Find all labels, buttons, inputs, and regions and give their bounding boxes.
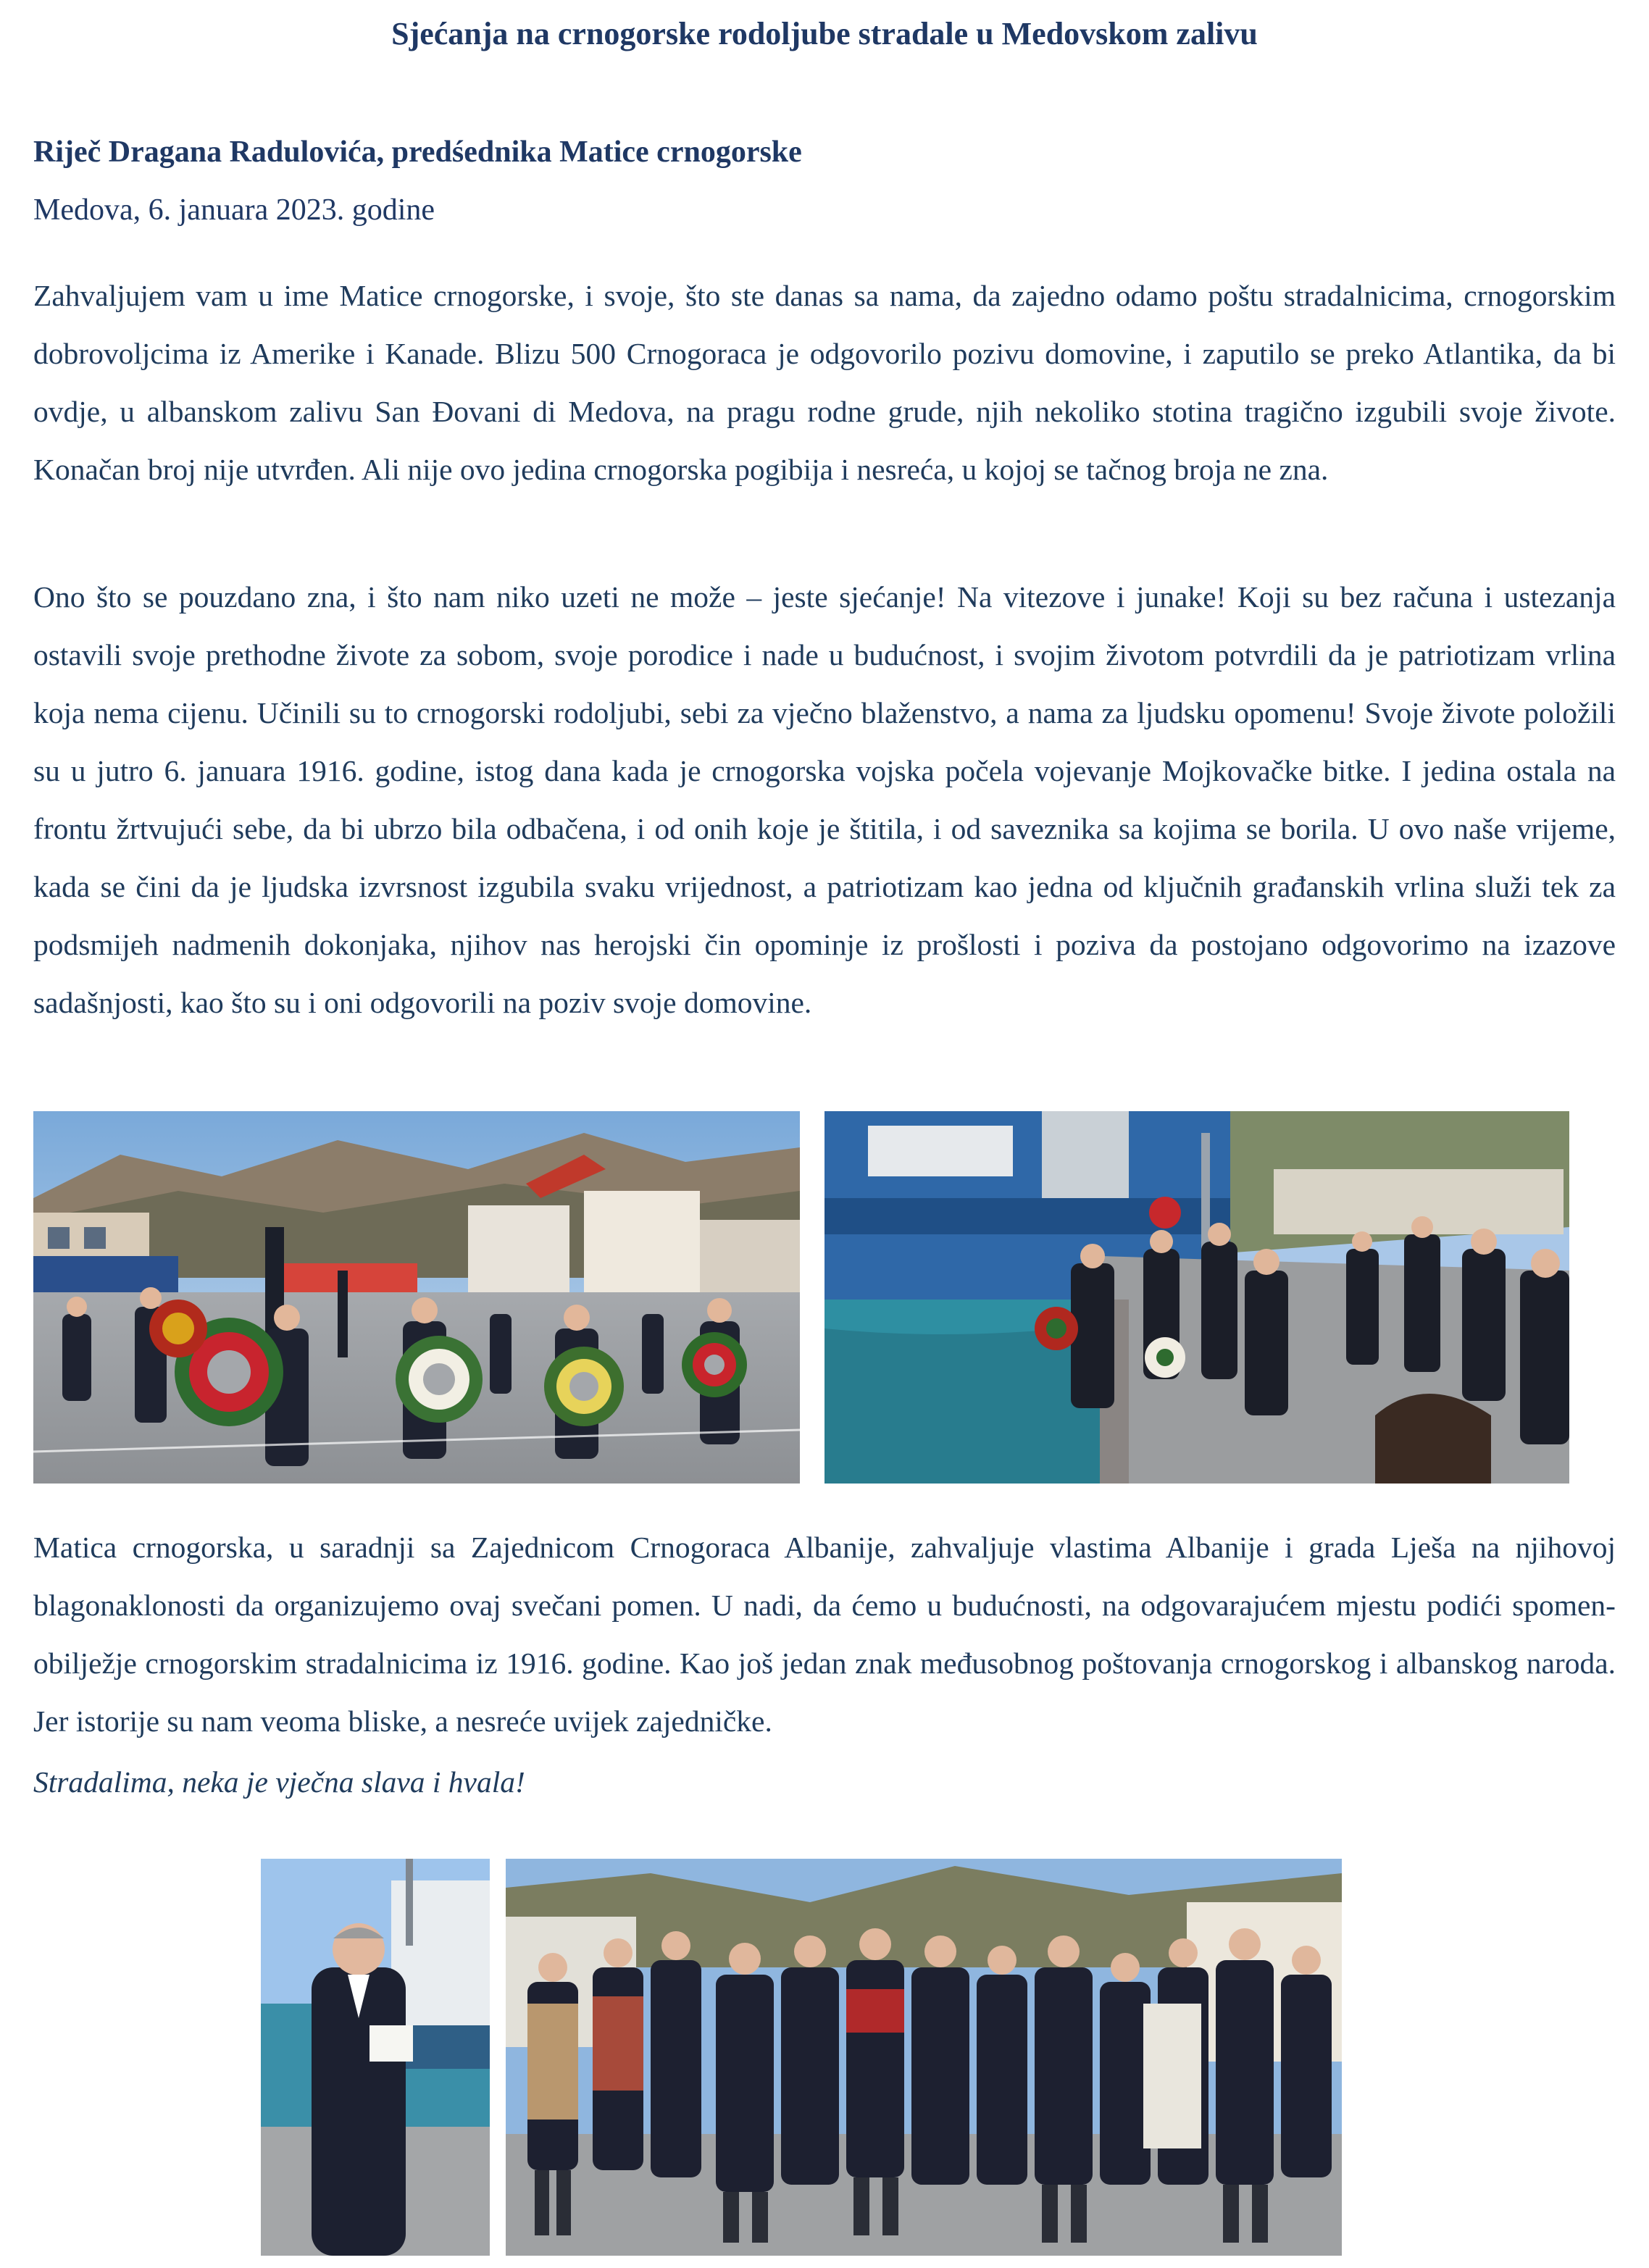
paragraph-1: Zahvaljujem vam u ime Matice crnogorske, i svoje, što ste danas sa nama, da zajedno odamo poštu stradalnicima, crnogorskim dobrovoljcima iz Amerike i Kanade. Blizu 500 Crnogoraca je odgovorilo pozivu domovine, i zaputilo se preko Atlantika, da bi ovdje, u albanskom zalivu San Đovani di Medova, na pragu rodne grude, njih nekoliko stotina tragično izgubili svoje živote. Konačan broj nije utvrđen. Ali nije ovo jedina crnogorska pogibija i nesreća, u kojoj se tačnog broja ne zna.: [33, 279, 1616, 486]
photo-wreaths-at-water: [824, 1111, 1569, 1484]
paragraph-2: Ono što se pouzdano zna, i što nam niko uzeti ne može – jeste sjećanje! Na vitezove i junake! Koji su bez računa i ustezanja ostavili svoje prethodne živote za sobom, svoje porodice i nade u budućnost, i svojim životom potvrdili da je patriotizam vrlina koja nema cijenu. Učinili su to crnogorski rodoljubi, sebi za vječno blaženstvo, a nama za ljudsku opomenu! Svoje živote položili su u jutro 6. januara 1916. godine, istog dana kada je crnogorska vojska počela vojevanje Mojkovačke bitke. I jedina ostala na frontu žrtvujući sebe, da bi ubrzo bila odbačena, i od onih koje je štitila, i od saveznika sa kojima se borila. U ovo naše vrijeme, kada se čini da je ljudska izvrsnost izgubila svaku vrijednost, a patriotizam kao jedna od ključnih građanskih vrlina služi tek za podsmijeh nadmenih dokonjaka, njihov nas herojski čin opominje iz prošlosti i poziva da postojano odgovorimo na izazove sadašnjosti, kao što su i oni odgovorili na poziv svoje domovine.: [33, 580, 1616, 1019]
paragraph-3: Matica crnogorska, u saradnji sa Zajednicom Crnogoraca Albanije, zahvaljuje vlastima Albanije i grada Lješa na njihovoj blagonaklonosti da organizujemo ovaj svečani pomen. U nadi, da ćemo u budućnosti, na odgovarajućem mjestu podići spomen-obilježje crnogorskim stradalnicima iz 1916. godine. Kao još jedan znak međusobnog poštovanja crnogorskog i albanskog naroda. Jer istorije su nam veoma bliske, a nesreće uvijek zajedničke.: [33, 1531, 1616, 1738]
closing-line: Stradalima, neka je vječna slava i hvala!: [33, 1765, 525, 1799]
photo-group: [506, 1859, 1342, 2256]
place-date: Medova, 6. januara 2023. godine: [33, 193, 435, 227]
speech-heading: Riječ Dragana Radulovića, predśednika Matice crnogorske: [33, 135, 802, 169]
page-title: Sjećanja na crnogorske rodoljube stradale u Medovskom zalivu: [391, 16, 1258, 51]
photo-speaker: [261, 1859, 490, 2256]
photo-wreath-procession: [33, 1111, 800, 1484]
